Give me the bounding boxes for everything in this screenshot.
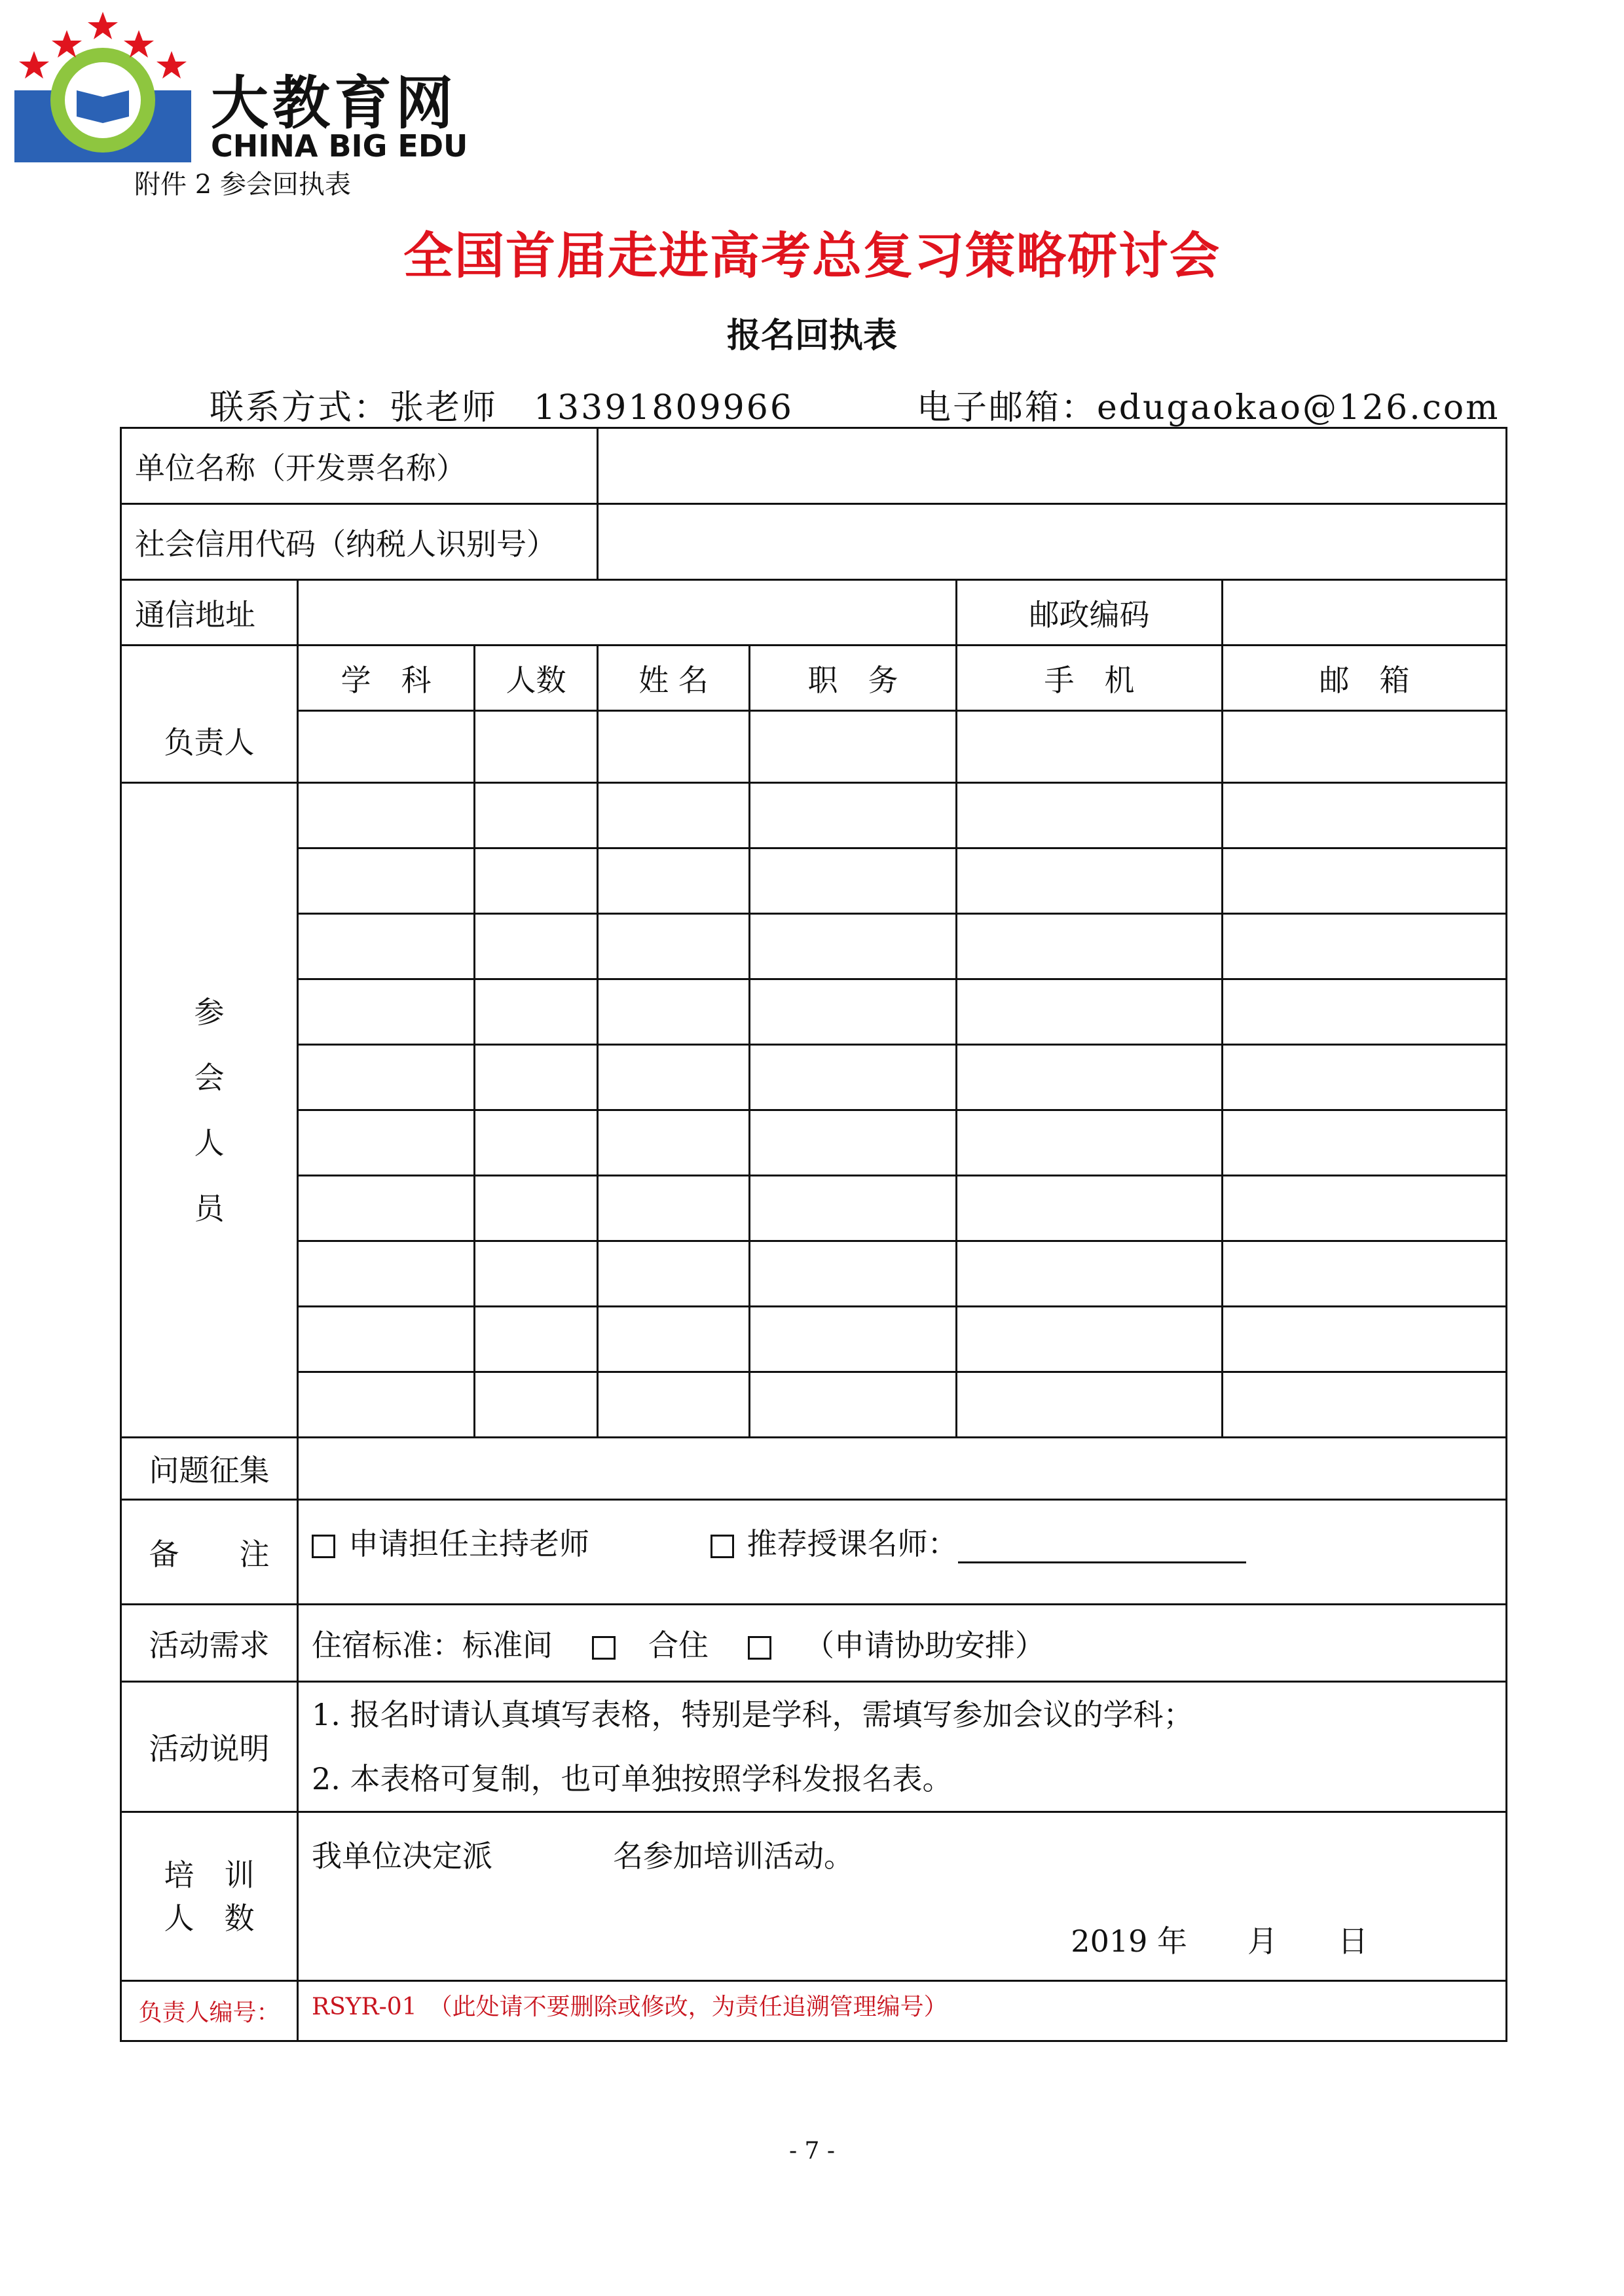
attendee-row	[121, 1372, 1507, 1438]
shared-room-checkbox[interactable]	[748, 1636, 771, 1660]
logo-emblem-icon	[14, 12, 211, 169]
column-header: 手 机	[957, 646, 1223, 711]
attendee-cell[interactable]	[475, 848, 598, 914]
attendee-cell[interactable]	[957, 1045, 1223, 1110]
attendee-cell[interactable]	[1223, 979, 1507, 1045]
leader-label: 负责人	[121, 646, 298, 783]
attendee-row	[121, 979, 1507, 1045]
attendee-cell[interactable]	[475, 1307, 598, 1372]
attendee-cell[interactable]	[1223, 783, 1507, 848]
attendee-row	[121, 1045, 1507, 1110]
attendee-row	[121, 914, 1507, 979]
questions-field[interactable]	[298, 1438, 1507, 1500]
attendee-cell[interactable]	[1223, 1241, 1507, 1307]
logo-text: 大教育网	[211, 69, 458, 137]
page-title: 全国首届走进高考总复习策略研讨会	[403, 227, 1221, 285]
unit-name-label: 单位名称（开发票名称）	[121, 428, 598, 504]
recommend-teacher-label: 推荐授课名师：	[747, 1526, 958, 1561]
attendee-cell[interactable]	[598, 914, 750, 979]
notes-label: 活动说明	[121, 1682, 298, 1812]
page-number: - 7 -	[788, 2138, 836, 2164]
leader-cell[interactable]	[1223, 711, 1507, 783]
attendee-cell[interactable]	[957, 1307, 1223, 1372]
attendee-cell[interactable]	[750, 1372, 957, 1438]
attendee-row	[121, 1241, 1507, 1307]
standard-room-checkbox[interactable]	[592, 1636, 616, 1660]
column-header: 学 科	[298, 646, 475, 711]
attendee-cell[interactable]	[598, 1241, 750, 1307]
training-content	[298, 1812, 1507, 1981]
attendee-cell[interactable]	[475, 1176, 598, 1241]
attendee-cell[interactable]	[750, 1045, 957, 1110]
logo-subtext: CHINA BIG EDU	[211, 128, 468, 164]
attendee-cell[interactable]	[298, 1307, 475, 1372]
attendee-cell[interactable]	[957, 1241, 1223, 1307]
attendee-cell[interactable]	[1223, 848, 1507, 914]
registration-form	[120, 427, 1507, 2042]
attendee-cell[interactable]	[750, 783, 957, 848]
column-header: 职 务	[750, 646, 957, 711]
attendee-cell[interactable]	[957, 1110, 1223, 1176]
attendee-cell[interactable]	[598, 1307, 750, 1372]
leader-cell[interactable]	[475, 711, 598, 783]
attendee-cell[interactable]	[298, 1372, 475, 1438]
page-subtitle: 报名回执表	[726, 316, 897, 355]
attendee-row	[121, 1176, 1507, 1241]
attendee-cell[interactable]	[957, 1176, 1223, 1241]
attendee-cell[interactable]	[598, 1176, 750, 1241]
attendee-cell[interactable]	[750, 1176, 957, 1241]
attendee-row	[121, 1110, 1507, 1176]
questions-label: 问题征集	[121, 1438, 298, 1500]
attachment-label: 附件 2 参会回执表	[134, 170, 351, 200]
attendee-row	[121, 848, 1507, 914]
attendee-cell[interactable]	[475, 1372, 598, 1438]
needs-options	[298, 1605, 1507, 1682]
credit-code-label: 社会信用代码（纳税人识别号）	[121, 504, 598, 580]
attendee-cell[interactable]	[598, 848, 750, 914]
leader-code-label: 负责人编号：	[121, 1981, 298, 2041]
training-label	[121, 1812, 298, 1981]
notes-content	[298, 1682, 1507, 1812]
attendee-cell[interactable]	[957, 848, 1223, 914]
leader-cell[interactable]	[298, 711, 475, 783]
remarks-label: 备 注	[121, 1500, 298, 1605]
postcode-field[interactable]	[1223, 580, 1507, 646]
attendees-label	[121, 783, 298, 1438]
attendee-cell[interactable]	[1223, 1307, 1507, 1372]
attendee-cell[interactable]	[750, 1241, 957, 1307]
column-header: 人数	[475, 646, 598, 711]
needs-label: 活动需求	[121, 1605, 298, 1682]
postcode-label: 邮政编码	[957, 580, 1223, 646]
attendee-cell[interactable]	[475, 1110, 598, 1176]
logo	[14, 12, 473, 169]
attendee-cell[interactable]	[598, 783, 750, 848]
attendee-cell[interactable]	[298, 1110, 475, 1176]
attendee-cell[interactable]	[750, 1110, 957, 1176]
attendee-cell[interactable]	[957, 783, 1223, 848]
attendee-cell[interactable]	[298, 1176, 475, 1241]
attendee-cell[interactable]	[475, 783, 598, 848]
training-label-line: 培 训	[164, 1857, 255, 1893]
attendee-cell[interactable]	[1223, 1110, 1507, 1176]
column-header: 邮 箱	[1223, 646, 1507, 711]
attendee-cell[interactable]	[298, 783, 475, 848]
unit-name-field[interactable]	[598, 428, 1507, 504]
assistance-note: （申请协助安排）	[804, 1627, 1045, 1663]
attendee-cell[interactable]	[750, 1307, 957, 1372]
attendee-cell[interactable]	[475, 914, 598, 979]
recommend-teacher-checkbox[interactable]	[710, 1535, 734, 1558]
training-label-line: 人 数	[164, 1900, 255, 1936]
attendee-cell[interactable]	[957, 979, 1223, 1045]
attendee-cell[interactable]	[298, 1241, 475, 1307]
attendee-cell[interactable]	[298, 1045, 475, 1110]
leader-cell[interactable]	[957, 711, 1223, 783]
attendee-cell[interactable]	[750, 979, 957, 1045]
attendee-cell[interactable]	[298, 848, 475, 914]
contact-person: 联系方式：张老师 13391809966	[210, 388, 794, 428]
training-date: 2019 年 月 日	[1071, 1923, 1368, 1959]
attendee-cell[interactable]	[1223, 1176, 1507, 1241]
attendee-row	[121, 1307, 1507, 1372]
leader-code-value: RSYR-01 （此处请不要删除或修改，为责任追溯管理编号）	[298, 1981, 1507, 2041]
column-header: 姓 名	[598, 646, 750, 711]
attendee-cell[interactable]	[598, 1372, 750, 1438]
recommend-teacher-blank[interactable]	[958, 1529, 1246, 1563]
leader-cell[interactable]	[750, 711, 957, 783]
attendee-cell[interactable]	[598, 1045, 750, 1110]
contact-email: 电子邮箱：edugaokao@126.com	[917, 388, 1500, 428]
note-item: 2. 本表格可复制，也可单独按照学科发报名表。	[312, 1761, 953, 1796]
credit-code-field[interactable]	[598, 504, 1507, 580]
attendee-cell[interactable]	[475, 1045, 598, 1110]
attendee-cell[interactable]	[957, 914, 1223, 979]
address-label: 通信地址	[121, 580, 298, 646]
note-item: 1. 报名时请认真填写表格，特别是学科，需填写参加会议的学科；	[312, 1697, 1194, 1732]
attendee-cell[interactable]	[298, 979, 475, 1045]
attendees-label-text: 参会人员	[194, 994, 225, 1226]
attendee-cell[interactable]	[598, 1110, 750, 1176]
host-teacher-label: 申请担任主持老师	[348, 1526, 589, 1561]
host-teacher-checkbox[interactable]	[312, 1535, 335, 1558]
attendee-cell[interactable]	[475, 1241, 598, 1307]
shared-room-label: 合住	[648, 1627, 709, 1663]
attendee-cell[interactable]	[1223, 914, 1507, 979]
attendee-cell[interactable]	[598, 979, 750, 1045]
remarks-options	[298, 1500, 1507, 1605]
training-text: 我单位决定派 名参加培训活动。	[312, 1838, 854, 1874]
attendee-cell[interactable]	[750, 848, 957, 914]
attendee-cell[interactable]	[475, 979, 598, 1045]
attendee-cell[interactable]	[750, 914, 957, 979]
attendee-cell[interactable]	[298, 914, 475, 979]
attendee-cell[interactable]	[1223, 1045, 1507, 1110]
address-field[interactable]	[298, 580, 957, 646]
leader-cell[interactable]	[598, 711, 750, 783]
attendee-cell[interactable]	[957, 1372, 1223, 1438]
attendee-cell[interactable]	[1223, 1372, 1507, 1438]
lodging-standard-label: 住宿标准：标准间	[312, 1627, 553, 1663]
